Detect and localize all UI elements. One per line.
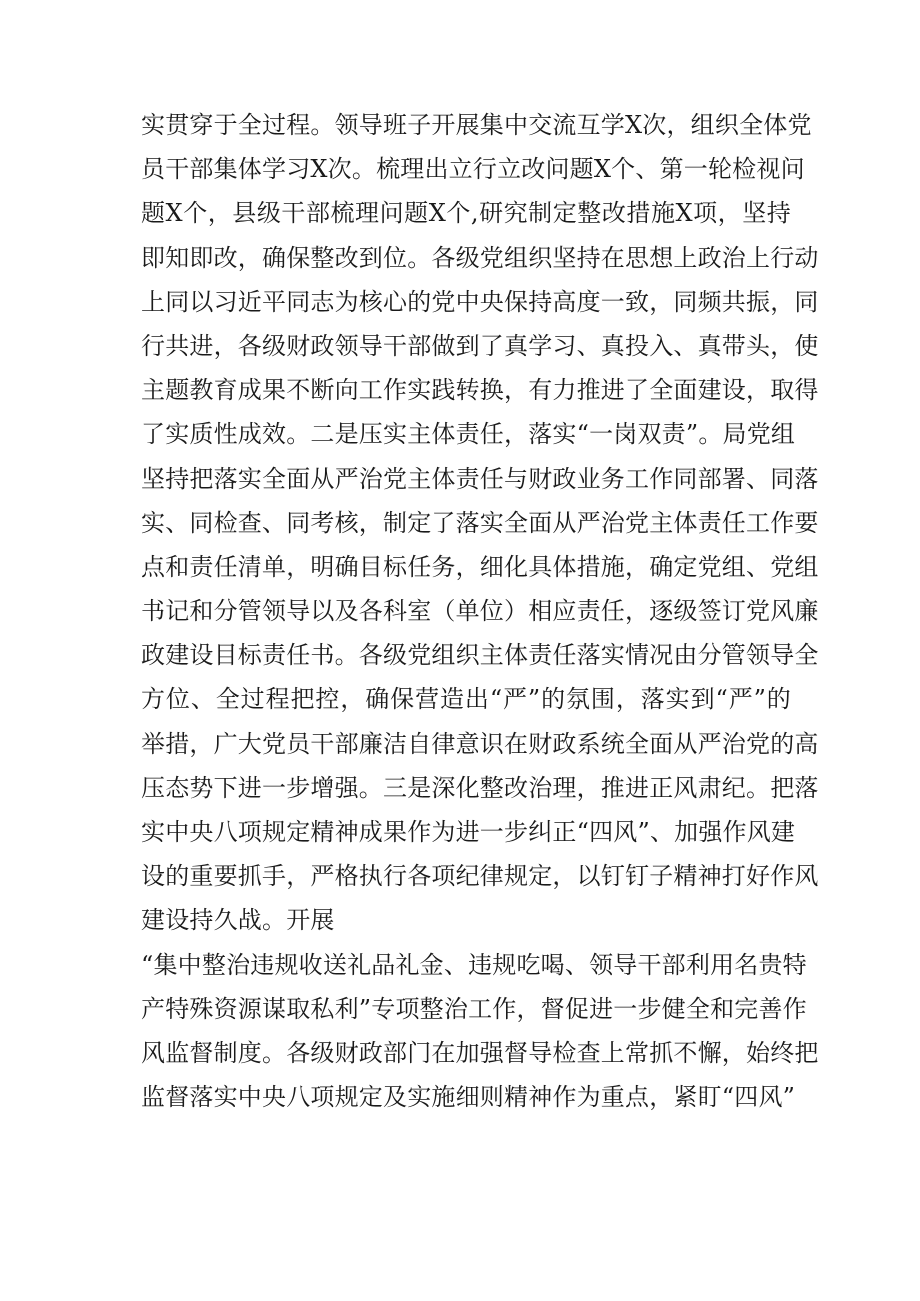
text-line: 点和责任清单，明确目标任务，细化具体措施，确定党组、党组: [141, 552, 819, 581]
text-line: 书记和分管领导以及各科室（单位）相应责任，逐级签订党风廉: [141, 597, 819, 626]
text-line: 题X个，县级干部梳理问题X个,研究制定整改措施X项，坚持: [141, 199, 791, 228]
text-line: 坚持把落实全面从严治党主体责任与财政业务工作同部署、同落: [141, 464, 819, 493]
text-line: 上同以习近平同志为核心的党中央保持高度一致，同频共振，同: [141, 287, 819, 316]
text-line: 员干部集体学习X次。梳理出立行立改问题X个、第一轮检视问: [141, 155, 805, 184]
body-text: [141, 103, 819, 1119]
text-line: 行共进，各级财政领导干部做到了真学习、真投入、真带头，使: [141, 331, 819, 360]
text-line: 实、同检查、同考核，制定了落实全面从严治党主体责任工作要: [141, 508, 819, 537]
text-line: 政建设目标责任书。各级党组织主体责任落实情况由分管领导全: [141, 641, 819, 670]
text-line: 主题教育成果不断向工作实践转换，有力推进了全面建设，取得: [141, 376, 819, 405]
text-line: 风监督制度。各级财政部门在加强督导检查上常抓不懈，始终把: [141, 1038, 819, 1067]
text-line: 举措，广大党员干部廉洁自律意识在财政系统全面从严治党的高: [141, 729, 819, 758]
text-line: 建设持久战。开展: [141, 906, 335, 935]
text-line: 实贯穿于全过程。领导班子开展集中交流互学X次，组织全体党: [141, 111, 812, 139]
text-line: 监督落实中央八项规定及实施细则精神作为重点，紧盯“四风”: [141, 1083, 796, 1112]
text-line: 设的重要抓手，严格执行各项纪律规定，以钉钉子精神打好作风: [141, 862, 819, 891]
text-line: 了实质性成效。二是压实主体责任，落实“一岗双责”。局党组: [141, 420, 796, 449]
text-line: 产特殊资源谋取私利”专项整治工作，督促进一步健全和完善作: [141, 994, 807, 1023]
text-line: 压态势下进一步增强。三是深化整改治理，推进正风肃纪。把落: [141, 773, 819, 802]
text-line: “集中整治违规收送礼品礼金、违规吃喝、领导干部利用名贵特: [141, 950, 807, 979]
text-line: 方位、全过程把控，确保营造出“严”的氛围，落实到“严”的: [141, 685, 791, 714]
text-line: 即知即改，确保整改到位。各级党组织坚持在思想上政治上行动: [141, 243, 819, 272]
text-line: 实中央八项规定精神成果作为进一步纠正“四风”、加强作风建: [141, 818, 796, 846]
